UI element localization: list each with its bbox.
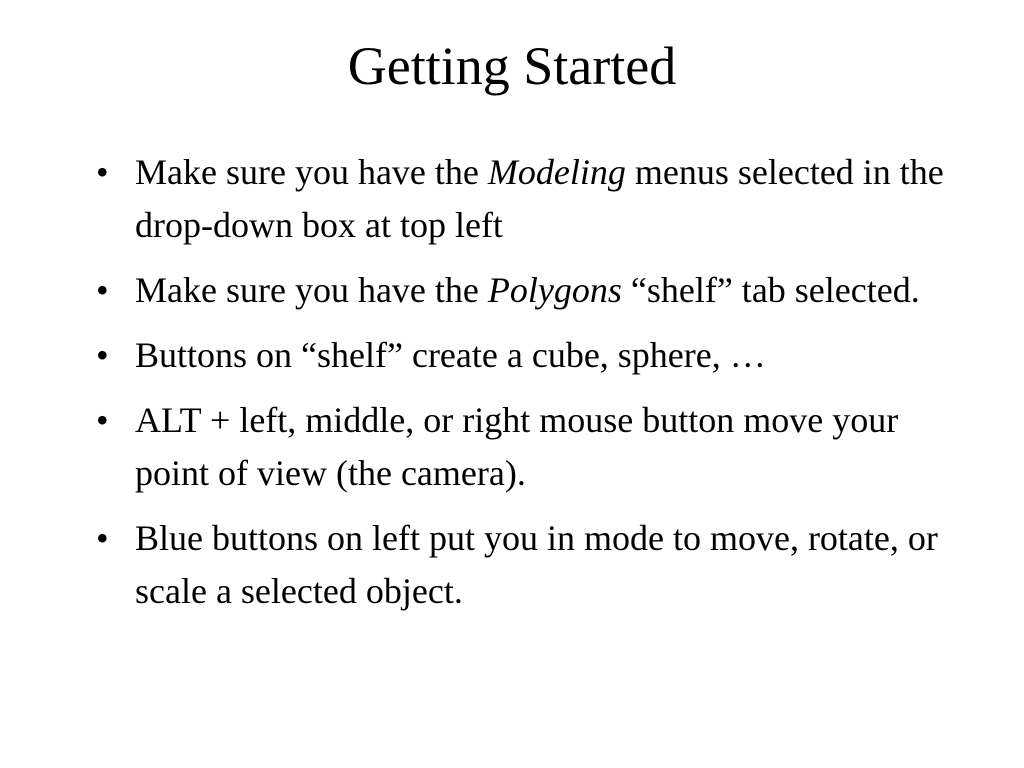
bullet-text: “shelf” tab selected. bbox=[621, 270, 920, 310]
bullet-text: Blue buttons on left put you in mode to move, rotate, or scale a selected object. bbox=[135, 518, 938, 611]
bullet-emphasis: Polygons bbox=[487, 270, 622, 310]
bullet-list bbox=[96, 146, 956, 630]
bullet-text: Make sure you have the bbox=[135, 152, 488, 192]
bullet-icon: • bbox=[96, 270, 109, 310]
bullet-text: Buttons on “shelf” create a cube, sphere, … bbox=[135, 335, 766, 375]
bullet-emphasis: Modeling bbox=[487, 152, 626, 192]
bullet-text: ALT + left, middle, or right mouse button move your point of view (the camera). bbox=[135, 400, 899, 493]
bullet-icon: • bbox=[96, 335, 109, 375]
bullet-item-shelf-buttons bbox=[96, 329, 956, 382]
bullet-item-alt-mouse bbox=[96, 394, 956, 500]
bullet-icon: • bbox=[96, 400, 109, 440]
bullet-item-polygons-shelf bbox=[96, 264, 956, 317]
bullet-icon: • bbox=[96, 152, 109, 192]
bullet-item-modeling-menus bbox=[96, 146, 956, 252]
bullet-icon: • bbox=[96, 518, 109, 558]
bullet-text: Make sure you have the bbox=[135, 270, 488, 310]
bullet-item-blue-buttons bbox=[96, 512, 956, 618]
slide-title: Getting Started bbox=[347, 36, 677, 96]
bullet-text: menus selected in the drop-down box at top left bbox=[135, 152, 944, 245]
